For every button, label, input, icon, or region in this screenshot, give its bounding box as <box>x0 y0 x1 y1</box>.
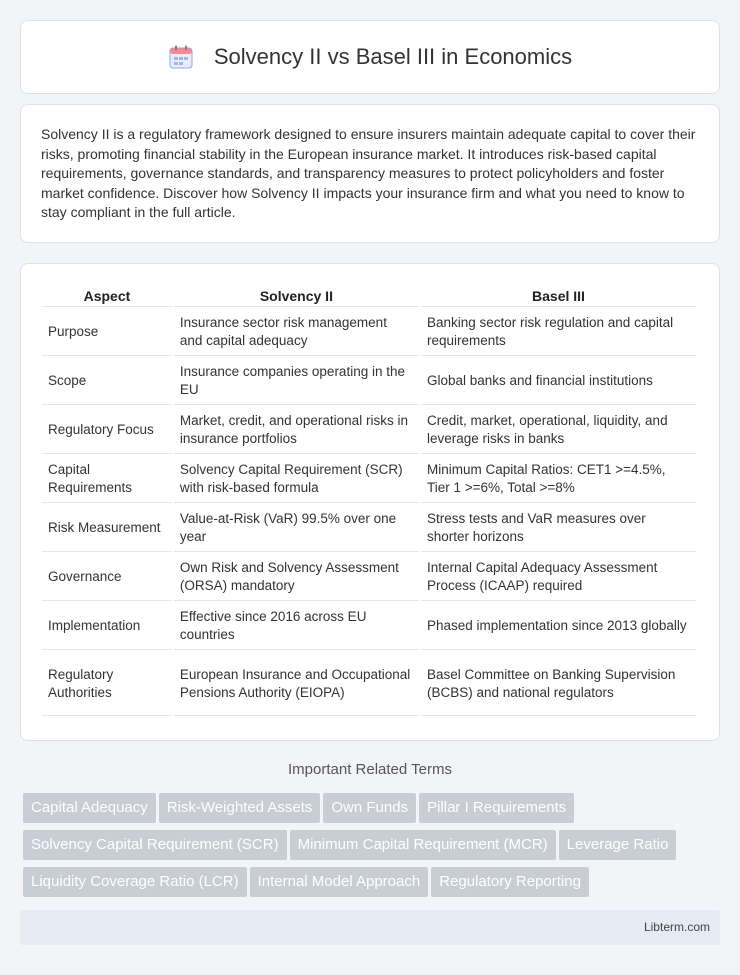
table-row <box>42 505 696 552</box>
table-row <box>42 603 696 650</box>
intro-text: Solvency II is a regulatory framework designed to ensure insurers maintain adequate capital to cover their risks, promoting financial stability in the European insurance market. It introduces risk-based capital requirements, governance standards, and transparency measures to protect policyholders and foster market confidence. Discover how Solvency II impacts your insurance firm and what you need to know to stay compliant in the full article. <box>41 126 696 220</box>
cell-aspect: Implementation <box>42 603 172 650</box>
related-terms-list <box>23 793 723 904</box>
term-tag[interactable]: Risk-Weighted Assets <box>159 793 321 823</box>
cell-basel: Stress tests and VaR measures over shorter horizons <box>421 505 696 552</box>
footer-link[interactable]: Libterm.com <box>643 920 710 934</box>
comparison-table <box>40 284 698 718</box>
term-tag[interactable]: Own Funds <box>323 793 416 823</box>
cell-basel: Basel Committee on Banking Supervision (BCBS) and national regulators <box>421 652 696 716</box>
header-card <box>20 20 720 94</box>
cell-basel: Credit, market, operational, liquidity, and leverage risks in banks <box>421 407 696 454</box>
term-tag[interactable]: Liquidity Coverage Ratio (LCR) <box>23 867 247 897</box>
term-tag[interactable]: Pillar I Requirements <box>419 793 574 823</box>
cell-solvency: European Insurance and Occupational Pensions Authority (EIOPA) <box>174 652 419 716</box>
table-row <box>42 407 696 454</box>
cell-aspect: Regulatory Focus <box>42 407 172 454</box>
table-row <box>42 358 696 405</box>
cell-solvency: Insurance companies operating in the EU <box>174 358 419 405</box>
intro-card <box>20 104 720 243</box>
cell-solvency: Market, credit, and operational risks in insurance portfolios <box>174 407 419 454</box>
header-solvency: Solvency II <box>174 286 419 307</box>
cell-solvency: Value-at-Risk (VaR) 99.5% over one year <box>174 505 419 552</box>
table-row <box>42 456 696 503</box>
term-tag[interactable]: Regulatory Reporting <box>431 867 589 897</box>
cell-aspect: Regulatory Authorities <box>42 652 172 716</box>
cell-basel: Minimum Capital Ratios: CET1 >=4.5%, Tier 1 >=6%, Total >=8% <box>421 456 696 503</box>
page-title: Solvency II vs Basel III in Economics <box>213 44 573 69</box>
term-tag[interactable]: Minimum Capital Requirement (MCR) <box>290 830 556 860</box>
term-tag[interactable]: Internal Model Approach <box>250 867 429 897</box>
header-aspect: Aspect <box>42 286 172 307</box>
calendar-icon <box>168 44 194 70</box>
term-tag[interactable]: Capital Adequacy <box>23 793 156 823</box>
table-row <box>42 652 696 716</box>
table-row <box>42 309 696 356</box>
cell-basel: Internal Capital Adequacy Assessment Process (ICAAP) required <box>421 554 696 601</box>
related-terms-title: Important Related Terms <box>288 761 452 778</box>
comparison-card <box>20 263 720 741</box>
cell-solvency: Insurance sector risk management and capital adequacy <box>174 309 419 356</box>
term-tag[interactable]: Solvency Capital Requirement (SCR) <box>23 830 287 860</box>
table-row <box>42 554 696 601</box>
cell-basel: Phased implementation since 2013 globally <box>421 603 696 650</box>
cell-aspect: Purpose <box>42 309 172 356</box>
cell-basel: Banking sector risk regulation and capital requirements <box>421 309 696 356</box>
cell-aspect: Governance <box>42 554 172 601</box>
cell-aspect: Scope <box>42 358 172 405</box>
table-header-row <box>42 286 696 307</box>
term-tag[interactable]: Leverage Ratio <box>559 830 677 860</box>
cell-solvency: Solvency Capital Requirement (SCR) with risk-based formula <box>174 456 419 503</box>
header-basel: Basel III <box>421 286 696 307</box>
cell-solvency: Own Risk and Solvency Assessment (ORSA) mandatory <box>174 554 419 601</box>
cell-aspect: Risk Measurement <box>42 505 172 552</box>
cell-basel: Global banks and financial institutions <box>421 358 696 405</box>
cell-solvency: Effective since 2016 across EU countries <box>174 603 419 650</box>
cell-aspect: Capital Requirements <box>42 456 172 503</box>
footer <box>20 910 720 945</box>
